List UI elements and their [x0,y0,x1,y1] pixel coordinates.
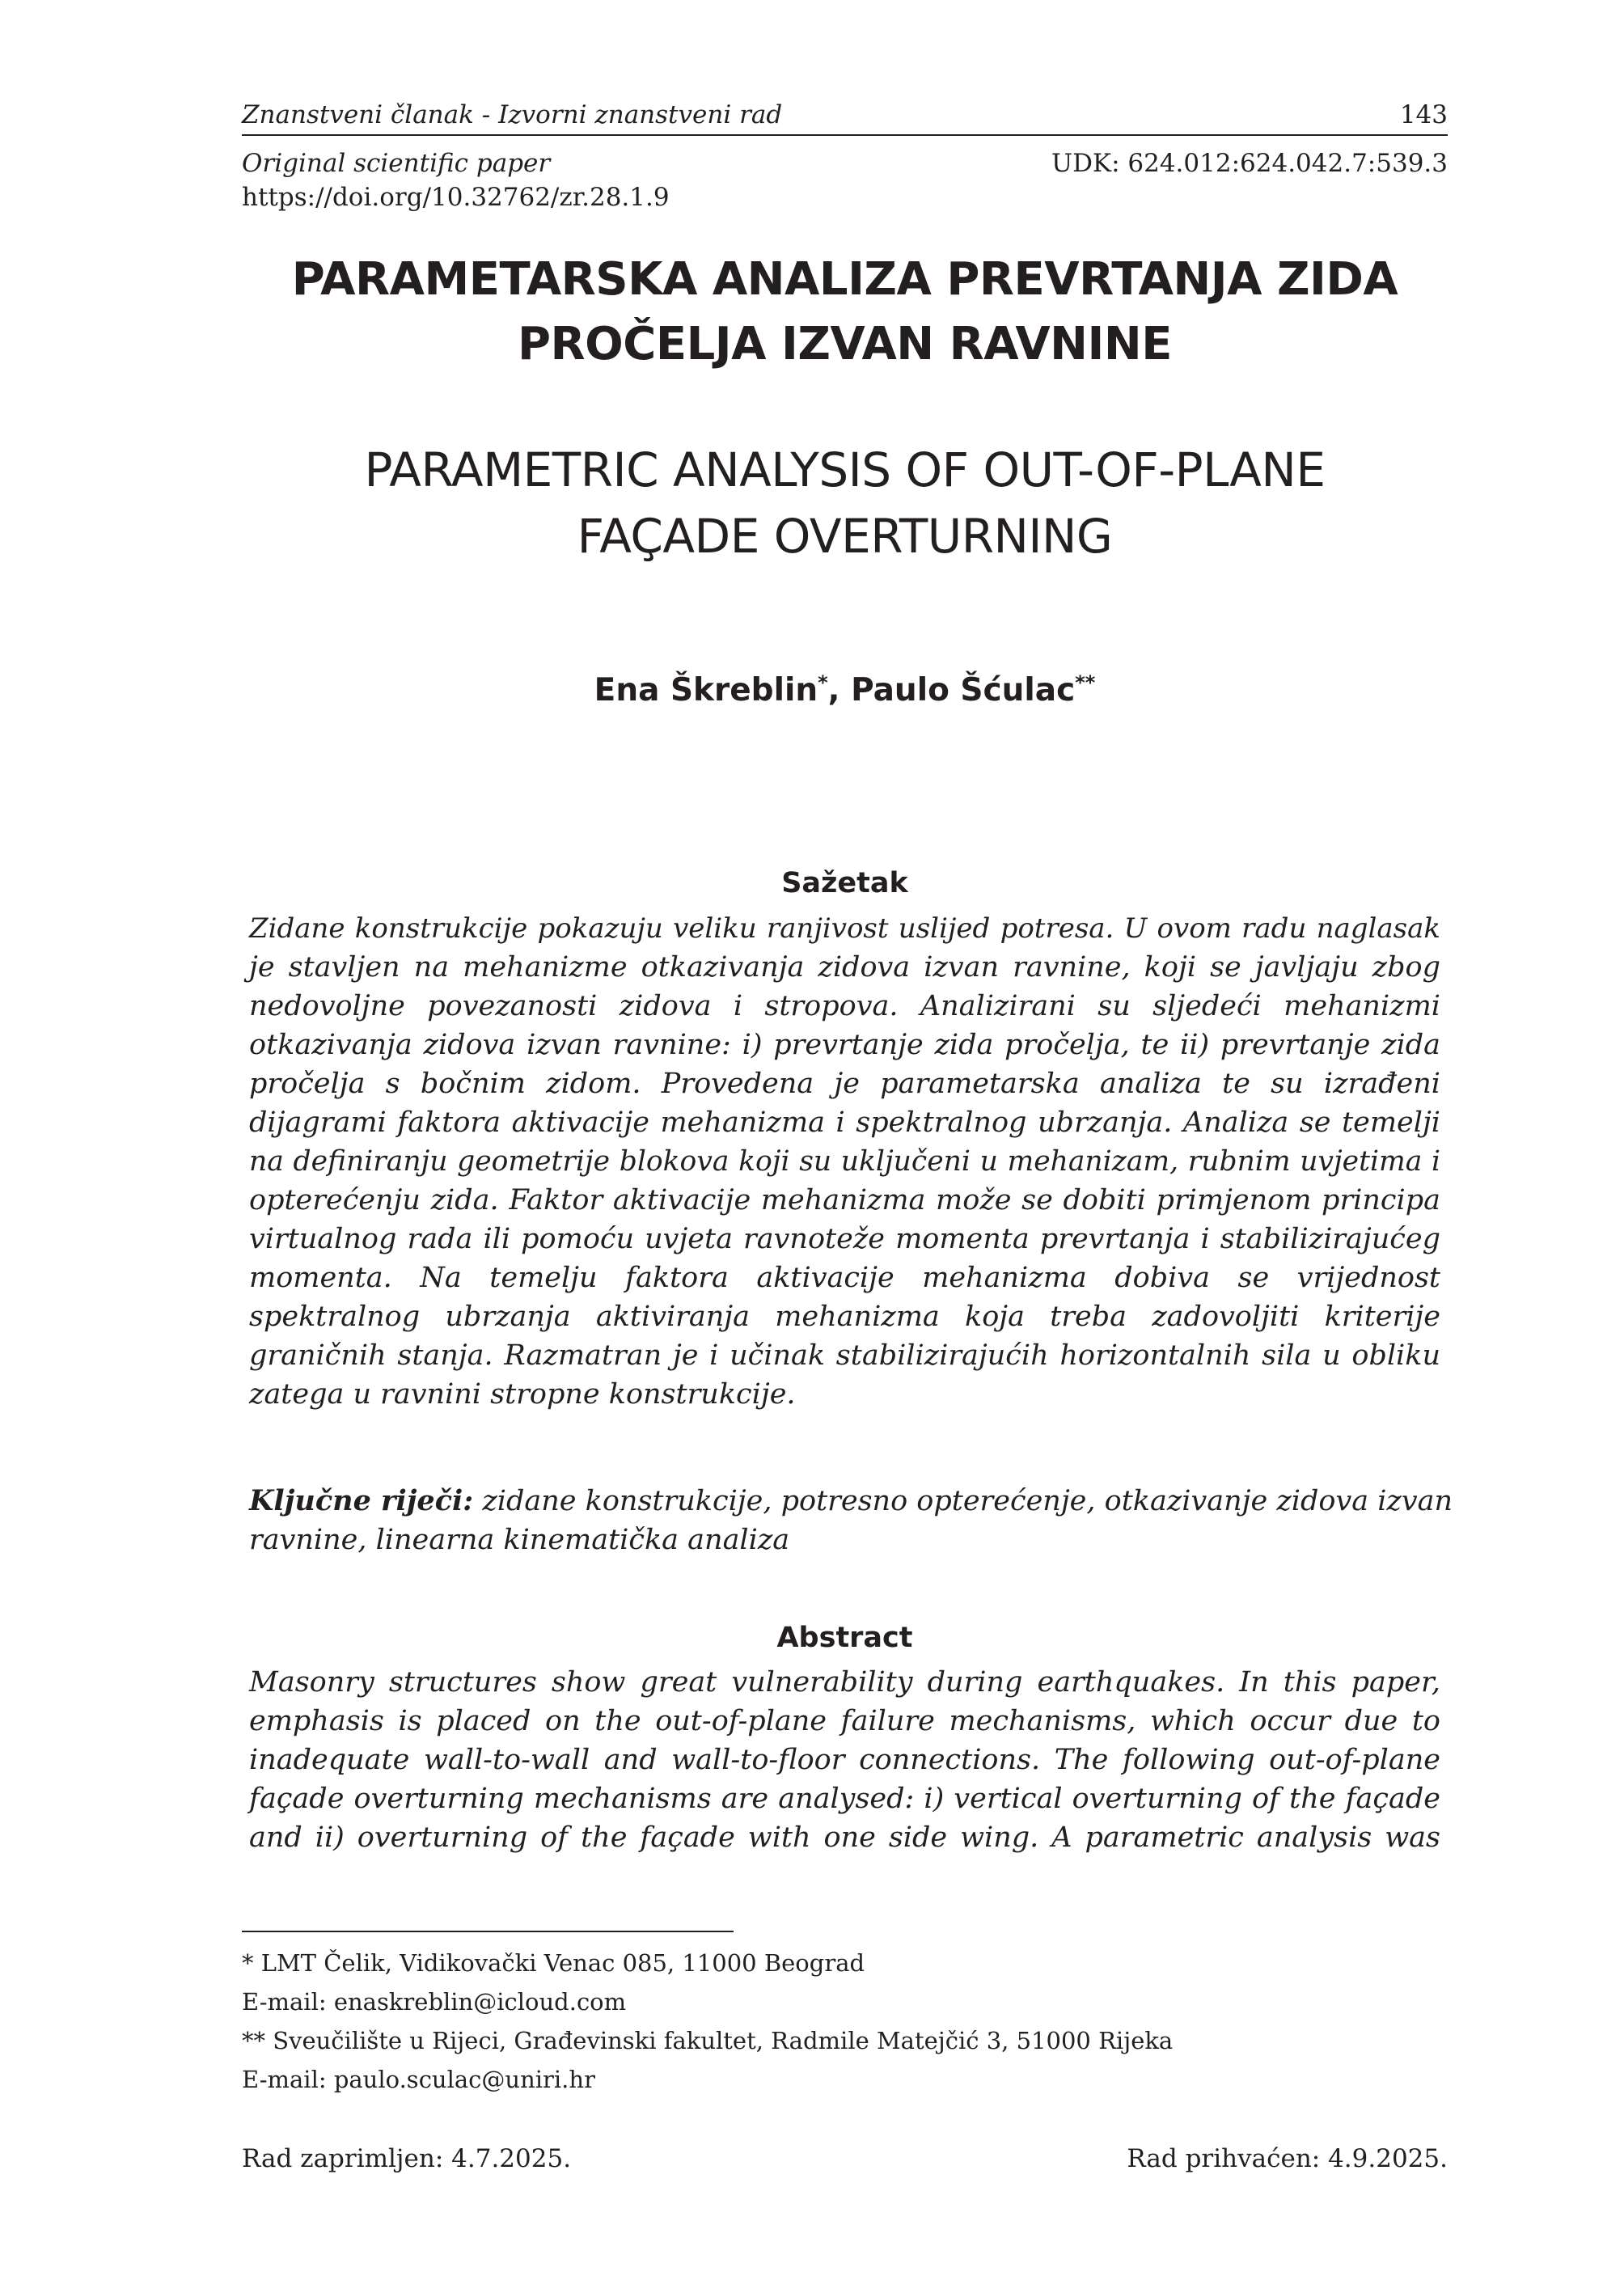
keywords-line: ravnine, linearna kinematička analiza [249,1524,790,1556]
sazetak-text [249,909,1440,1414]
title-croatian [242,247,1448,377]
title-english-line: FAÇADE OVERTURNING [577,509,1113,564]
sazetak-line: otkazivanja zidova izvan ravnine: i) prevrtanje zida pročelja, te ii) prevrtanje zida [249,1029,1440,1061]
sazetak-line: graničnih stanja. Razmatran je i učinak stabilizirajućih horizontalnih sila u obliku [249,1339,1440,1372]
paper-type-label: Original scientific paper [242,149,551,178]
sazetak-heading: Sažetak [781,867,908,899]
sazetak-line: virtualnog rada ili pomoću uvjeta ravnoteže momenta prevrtanja i stabilizirajućeg [249,1223,1440,1255]
received-date: Rad zaprimljen: 4.7.2025. [242,2144,572,2173]
author-affiliation-mark: ** [1075,671,1096,694]
sazetak-line: Zidane konstrukcije pokazuju veliku ranjivost uslijed potresa. U ovom radu naglasak [249,912,1440,945]
footnote-affiliation: * LMT Čelik, Vidikovački Venac 085, 11000 Beograd [242,1949,865,1977]
footnotes [242,1944,1173,2099]
title-english [242,437,1448,569]
sazetak-line: momenta. Na temelju faktora aktivacije mehanizma dobiva se vrijednost [249,1262,1440,1294]
abstract-heading: Abstract [776,1622,913,1654]
keywords [249,1482,1453,1559]
abstract-line: inadequate wall-to-wall and wall-to-floor connections. The following out-of-plane [249,1744,1440,1776]
sazetak-line: je stavljen na mehanizme otkazivanja zidova izvan ravnine, koji se javljaju zbog [249,951,1440,984]
abstract-line: façade overturning mechanisms are analysed: i) vertical overturning of the façade [249,1783,1440,1815]
doi-link[interactable]: https://doi.org/10.32762/zr.28.1.9 [242,183,670,212]
author-affiliation-mark: * [818,671,828,694]
udk-code: UDK: 624.012:624.042.7:539.3 [1051,149,1448,178]
abstract-text [249,1663,1440,1857]
sazetak-line: zatega u ravnini stropne konstrukcije. [249,1378,796,1411]
keywords-line [249,1482,1453,1521]
keywords-text: zidane konstrukcije, potresno opterećenje, otkazivanje zidova izvan [473,1485,1453,1517]
sazetak-line: opterećenju zida. Faktor aktivacije mehanizma može se dobiti primjenom principa [249,1184,1440,1216]
author-list [242,671,1448,709]
footnote-affiliation: ** Sveučilište u Rijeci, Građevinski fakultet, Radmile Matejčić 3, 51000 Rijeka [242,2027,1174,2054]
footnote-rule [242,1931,734,1932]
sazetak-line: spektralnog ubrzanja aktiviranja mehanizma koja treba zadovoljiti kriterije [249,1301,1440,1333]
author-name: Paulo Šćulac [851,672,1076,709]
author-name: Ena Škreblin [594,672,818,709]
header-rule [242,134,1448,136]
abstract-line: Masonry structures show great vulnerability during earthquakes. In this paper, [249,1666,1440,1699]
sazetak-line: pročelja s bočnim zidom. Provedena je parametarska analiza te su izrađeni [249,1068,1440,1100]
title-croatian-line: PARAMETARSKA ANALIZA PREVRTANJA ZIDA [291,253,1398,306]
keywords-label: Ključne riječi: [249,1484,474,1517]
author-separator: , [827,672,852,709]
abstract-line: emphasis is placed on the out-of-plane failure mechanisms, which occur due to [249,1705,1440,1737]
sazetak-line: nedovoljne povezanosti zidova i stropova. Analizirani su sljedeći mehanizmi [249,990,1440,1022]
journal-section-label: Znanstveni članak - Izvorni znanstveni rad [242,100,783,129]
page-number: 143 [1399,100,1448,129]
accepted-date: Rad prihvaćen: 4.9.2025. [1127,2144,1448,2173]
footnote-email[interactable]: E-mail: enaskreblin@icloud.com [242,1988,627,2016]
abstract-line: and ii) overturning of the façade with one side wing. A parametric analysis was [249,1821,1440,1854]
sazetak-line: na definiranju geometrije blokova koji su uključeni u mehanizam, rubnim uvjetima i [249,1145,1440,1178]
title-english-line: PARAMETRIC ANALYSIS OF OUT-OF-PLANE [364,442,1326,497]
footnote-email[interactable]: E-mail: paulo.sculac@uniri.hr [242,2066,595,2093]
sazetak-line: dijagrami faktora aktivacije mehanizma i spektralnog ubrzanja. Analiza se temelji [249,1106,1440,1139]
title-croatian-line: PROČELJA IZVAN RAVNINE [518,318,1172,370]
